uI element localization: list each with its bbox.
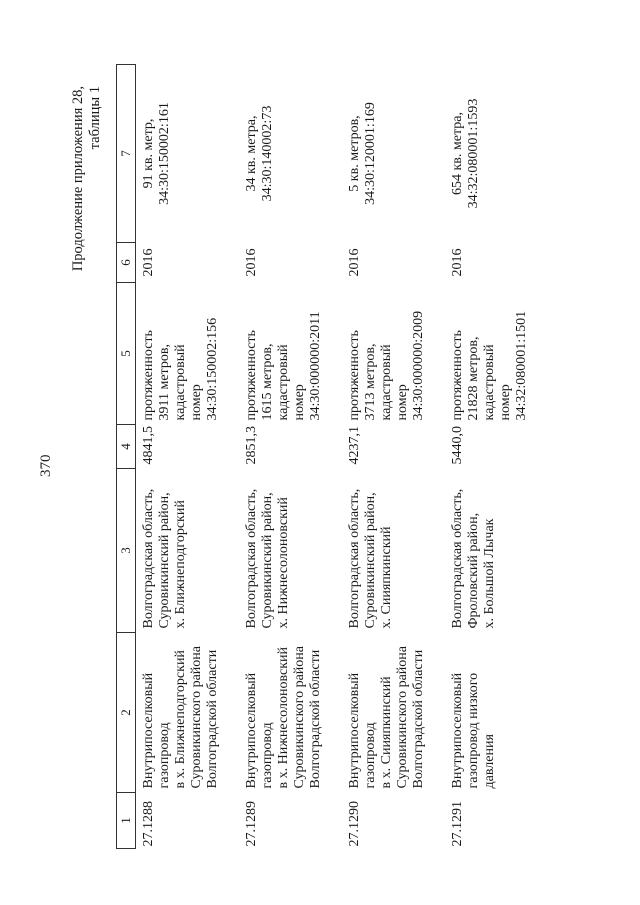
object-name-cell <box>445 633 548 793</box>
object-description-line: кадастровый <box>482 344 497 421</box>
object-description-line: 1615 метров, <box>260 343 275 421</box>
object-name-line: в х. Нижнесолоновский <box>276 647 291 789</box>
object-location-line: Волгоградская область, <box>244 488 259 629</box>
object-characteristics-cell <box>136 65 240 243</box>
object-name-line: Суровикинского района <box>189 646 204 789</box>
column-header-7: 7 <box>117 65 136 243</box>
object-description-line: номер <box>292 384 307 421</box>
object-characteristics-cell <box>342 65 445 243</box>
object-name-line: газопровод низкого <box>466 672 481 789</box>
object-characteristics-line: 34:30:120001:169 <box>363 102 378 205</box>
object-location-line: Суровикинский район, <box>157 492 172 629</box>
object-name-line: Волгоградской области <box>308 649 323 789</box>
object-characteristics-line: 34 кв. метра, <box>244 115 259 192</box>
object-description-line: протяженность <box>450 330 465 421</box>
object-description-cell <box>136 283 240 425</box>
record-number-cell: 27.1290 <box>347 801 362 847</box>
record-number-cell: 27.1289 <box>244 801 259 847</box>
object-location-line: х. Сиияпкинский <box>379 526 394 629</box>
object-year-cell: 2016 <box>347 248 362 277</box>
object-area-cell: 4237,1 <box>347 426 362 465</box>
object-characteristics-line: 91 кв. метр, <box>141 118 156 189</box>
object-location-line: Суровикинский район, <box>260 492 275 629</box>
object-name-line: Суровикинского района <box>395 646 410 789</box>
object-characteristics-line: 5 кв. метров, <box>347 115 362 192</box>
record-number-cell: 27.1291 <box>450 801 465 847</box>
continuation-line-1: Продолжение приложения 28, <box>70 86 86 272</box>
page-number: 370 <box>38 454 54 477</box>
object-name-line: газопровод <box>363 722 378 789</box>
object-description-cell <box>445 283 548 425</box>
object-location-cell <box>342 469 445 633</box>
column-header-4: 4 <box>117 425 136 469</box>
object-name-line: Внутрипоселковый <box>141 672 156 789</box>
object-description-line: протяженность <box>347 330 362 421</box>
table-row <box>445 65 548 849</box>
object-characteristics-line: 654 кв. метра, <box>450 112 465 195</box>
table-row <box>136 65 240 849</box>
object-description-line: 34:32:080001:1501 <box>514 310 529 421</box>
object-description-line: 3911 метров, <box>157 344 172 421</box>
object-name-line: газопровод <box>260 722 275 789</box>
object-name-cell <box>239 633 342 793</box>
object-name-line: газопровод <box>157 722 172 789</box>
object-location-line: Фроловский район, <box>466 512 481 629</box>
object-characteristics-line: 34:30:140002:73 <box>260 105 275 202</box>
object-name-line: Волгоградской области <box>205 649 220 789</box>
object-location-cell <box>136 469 240 633</box>
object-name-line: Внутрипоселковый <box>347 672 362 789</box>
object-name-line: давления <box>482 734 497 789</box>
object-characteristics-line: 34:30:150002:161 <box>157 102 172 205</box>
object-name-line: Внутрипоселковый <box>244 672 259 789</box>
object-description-line: протяженность <box>244 330 259 421</box>
object-name-cell <box>136 633 240 793</box>
continuation-heading <box>70 86 104 271</box>
object-description-line: кадастровый <box>173 344 188 421</box>
object-location-line: Волгоградская область, <box>347 488 362 629</box>
object-description-line: 21828 метров, <box>466 336 481 421</box>
object-characteristics-cell <box>239 65 342 243</box>
object-name-line: Суровикинского района <box>292 646 307 789</box>
object-description-cell <box>342 283 445 425</box>
object-name-line: Волгоградской области <box>411 649 426 789</box>
column-header-6: 6 <box>117 243 136 283</box>
object-name-cell <box>342 633 445 793</box>
object-description-cell <box>239 283 342 425</box>
object-location-line: Волгоградская область, <box>141 488 156 629</box>
object-description-line: номер <box>189 384 204 421</box>
object-year-cell: 2016 <box>244 248 259 277</box>
object-year-cell: 2016 <box>141 248 156 277</box>
object-area-cell: 5440,0 <box>450 426 465 465</box>
object-description-line: кадастровый <box>276 344 291 421</box>
column-number-row <box>117 65 136 849</box>
object-description-line: 34:30:000000:2009 <box>411 310 426 421</box>
object-description-line: 34:30:150002:156 <box>205 317 220 421</box>
object-area-cell: 4841,5 <box>141 426 156 465</box>
table-row <box>239 65 342 849</box>
object-description-line: 34:30:000000:2011 <box>308 311 323 421</box>
record-number-cell: 27.1288 <box>141 801 156 847</box>
object-area-cell: 2851,3 <box>244 426 259 465</box>
object-location-line: х. Нижнесолоновский <box>276 497 291 629</box>
object-location-line: Суровикинский район, <box>363 492 378 629</box>
column-header-5: 5 <box>117 283 136 425</box>
object-description-line: 3713 метров, <box>363 343 378 421</box>
continuation-line-2: таблицы 1 <box>87 86 103 150</box>
object-characteristics-cell <box>445 65 548 243</box>
object-location-line: х. Ближнеподгорский <box>173 500 188 629</box>
property-register-table <box>116 64 548 849</box>
table-row <box>342 65 445 849</box>
object-location-cell <box>445 469 548 633</box>
column-header-2: 2 <box>117 633 136 793</box>
object-name-line: Внутрипоселковый <box>450 672 465 789</box>
column-header-1: 1 <box>117 793 136 849</box>
object-name-line: в х. Сиияпкинский <box>379 676 394 789</box>
object-description-line: номер <box>498 384 513 421</box>
object-description-line: кадастровый <box>379 344 394 421</box>
object-name-line: в х. Ближнеподгорский <box>173 650 188 789</box>
object-location-line: х. Большой Лычак <box>482 518 497 629</box>
object-location-cell <box>239 469 342 633</box>
column-header-3: 3 <box>117 469 136 633</box>
object-location-line: Волгоградская область, <box>450 488 465 629</box>
object-year-cell: 2016 <box>450 248 465 277</box>
object-characteristics-line: 34:32:080001:1593 <box>466 98 481 209</box>
object-description-line: протяженность <box>141 330 156 421</box>
object-description-line: номер <box>395 384 410 421</box>
